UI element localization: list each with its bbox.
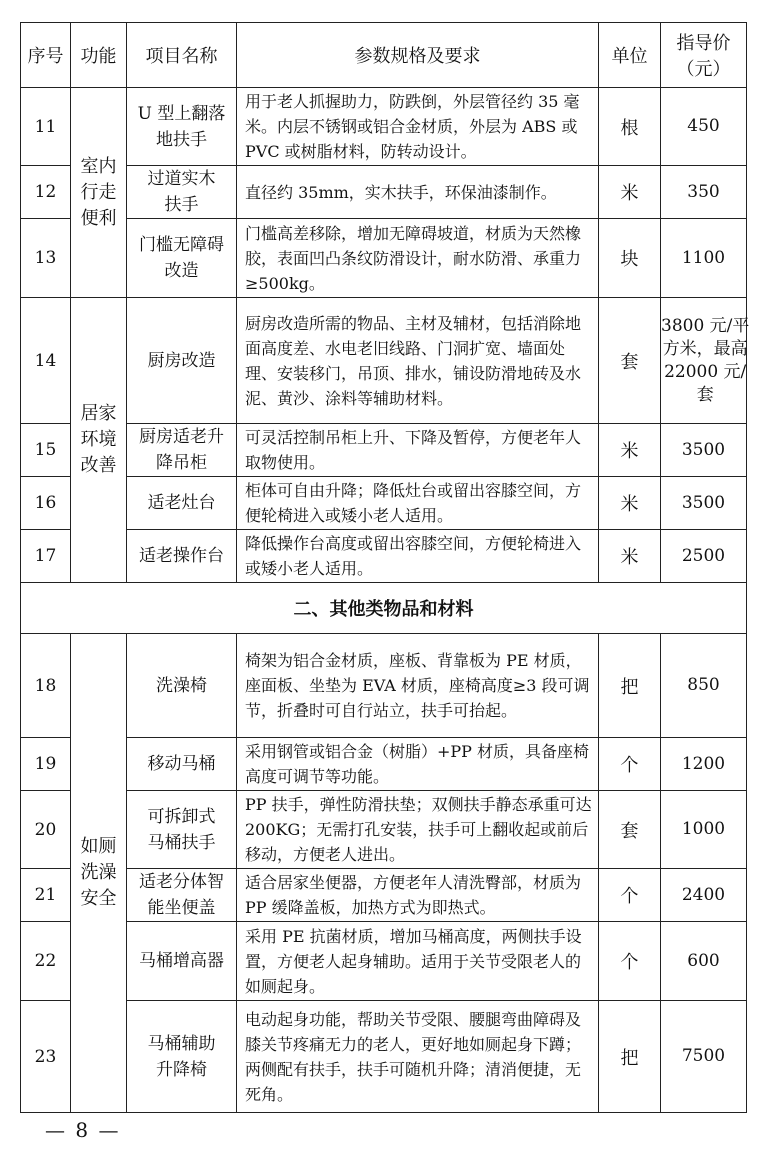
row-spec: 柜体可自由升降；降低灶台或留出容膝空间，方便轮椅进入或矮小老人适用。 bbox=[237, 477, 599, 530]
row-no: 16 bbox=[21, 477, 71, 530]
row-unit: 米 bbox=[599, 530, 661, 583]
table-row bbox=[21, 1001, 747, 1113]
row-spec: 采用钢管或铝合金（树脂）+PP 材质，具备座椅高度可调节等功能。 bbox=[237, 738, 599, 791]
row-spec: 降低操作台高度或留出容膝空间，方便轮椅进入或矮小老人适用。 bbox=[237, 530, 599, 583]
function-group-toilet: 如厕洗澡安全 bbox=[71, 634, 127, 1113]
row-spec: 直径约 35mm，实木扶手，环保油漆制作。 bbox=[237, 166, 599, 219]
row-no: 20 bbox=[21, 791, 71, 869]
row-name: 适老操作台 bbox=[127, 530, 237, 583]
row-no: 18 bbox=[21, 634, 71, 738]
row-name: U 型上翻落地扶手 bbox=[127, 88, 237, 166]
row-price: 850 bbox=[661, 634, 747, 738]
row-unit: 米 bbox=[599, 477, 661, 530]
table-row bbox=[21, 219, 747, 298]
row-price: 450 bbox=[661, 88, 747, 166]
table-row bbox=[21, 88, 747, 166]
row-name: 马桶辅助升降椅 bbox=[127, 1001, 237, 1113]
table-row bbox=[21, 791, 747, 869]
row-name: 厨房改造 bbox=[127, 298, 237, 424]
table-row bbox=[21, 530, 747, 583]
row-price: 1200 bbox=[661, 738, 747, 791]
row-spec: 适合居家坐便器，方便老年人清洗臀部，材质为 PP 缓降盖板，加热方式为即热式。 bbox=[237, 869, 599, 922]
section-row bbox=[21, 583, 747, 634]
row-spec: 电动起身功能，帮助关节受限、腰腿弯曲障碍及膝关节疼痛无力的老人，更好地如厕起身下蹲；两侧配有扶手，扶手可随机升降；清消便捷，无死角。 bbox=[237, 1001, 599, 1113]
table-row bbox=[21, 922, 747, 1001]
row-no: 13 bbox=[21, 219, 71, 298]
row-price: 1000 bbox=[661, 791, 747, 869]
row-unit: 米 bbox=[599, 166, 661, 219]
row-price: 1100 bbox=[661, 219, 747, 298]
row-name: 移动马桶 bbox=[127, 738, 237, 791]
page-number: — 8 — bbox=[45, 1118, 121, 1142]
header-unit: 单位 bbox=[599, 23, 661, 88]
row-spec: PP 扶手，弹性防滑扶垫；双侧扶手静态承重可达 200KG；无需打孔安装，扶手可上翻收起或前后移动，方便老人进出。 bbox=[237, 791, 599, 869]
row-spec: 用于老人抓握助力，防跌倒，外层管径约 35 毫米。内层不锈钢或铝合金材质，外层为 ABS 或 PVC 或树脂材料，防转动设计。 bbox=[237, 88, 599, 166]
header-function: 功能 bbox=[71, 23, 127, 88]
row-price: 3800 元/平方米，最高 22000 元/套 bbox=[661, 298, 747, 424]
row-no: 15 bbox=[21, 424, 71, 477]
row-name: 适老分体智能坐便盖 bbox=[127, 869, 237, 922]
row-unit: 个 bbox=[599, 738, 661, 791]
row-no: 17 bbox=[21, 530, 71, 583]
row-spec: 椅架为铝合金材质，座板、背靠板为 PE 材质，座面板、坐垫为 EVA 材质，座椅高度≥3 段可调节，折叠时可自行站立，扶手可抬起。 bbox=[237, 634, 599, 738]
row-unit: 个 bbox=[599, 869, 661, 922]
row-name: 可拆卸式马桶扶手 bbox=[127, 791, 237, 869]
row-name: 适老灶台 bbox=[127, 477, 237, 530]
row-no: 12 bbox=[21, 166, 71, 219]
row-unit: 把 bbox=[599, 1001, 661, 1113]
header-spec: 参数规格及要求 bbox=[237, 23, 599, 88]
row-price: 7500 bbox=[661, 1001, 747, 1113]
row-name: 门槛无障碍改造 bbox=[127, 219, 237, 298]
row-no: 21 bbox=[21, 869, 71, 922]
table-row bbox=[21, 477, 747, 530]
row-no: 11 bbox=[21, 88, 71, 166]
header-price: 指导价（元） bbox=[661, 23, 747, 88]
table-row bbox=[21, 166, 747, 219]
table-header-row bbox=[21, 23, 747, 88]
function-group-indoor: 室内行走便利 bbox=[71, 88, 127, 298]
function-group-home: 居家环境改善 bbox=[71, 298, 127, 583]
header-no: 序号 bbox=[21, 23, 71, 88]
table-row bbox=[21, 738, 747, 791]
table-row bbox=[21, 298, 747, 424]
row-unit: 套 bbox=[599, 791, 661, 869]
row-unit: 套 bbox=[599, 298, 661, 424]
row-unit: 根 bbox=[599, 88, 661, 166]
row-price: 600 bbox=[661, 922, 747, 1001]
row-price: 3500 bbox=[661, 477, 747, 530]
section-title: 二、其他类物品和材料 bbox=[21, 583, 747, 634]
row-price: 350 bbox=[661, 166, 747, 219]
row-no: 19 bbox=[21, 738, 71, 791]
row-name: 厨房适老升降吊柜 bbox=[127, 424, 237, 477]
header-name: 项目名称 bbox=[127, 23, 237, 88]
table-row bbox=[21, 869, 747, 922]
row-unit: 米 bbox=[599, 424, 661, 477]
row-unit: 个 bbox=[599, 922, 661, 1001]
row-name: 马桶增高器 bbox=[127, 922, 237, 1001]
row-unit: 把 bbox=[599, 634, 661, 738]
guide-price-table bbox=[20, 22, 750, 1113]
row-name: 过道实木扶手 bbox=[127, 166, 237, 219]
row-spec: 门槛高差移除，增加无障碍坡道，材质为天然橡胶，表面凹凸条纹防滑设计，耐水防滑、承重力≥500kg。 bbox=[237, 219, 599, 298]
row-price: 2500 bbox=[661, 530, 747, 583]
table-row bbox=[21, 424, 747, 477]
table-row bbox=[21, 634, 747, 738]
row-spec: 厨房改造所需的物品、主材及辅材，包括消除地面高度差、水电老旧线路、门洞扩宽、墙面处理、安装移门，吊顶、排水，铺设防滑地砖及水泥、黄沙、涂料等辅助材料。 bbox=[237, 298, 599, 424]
row-spec: 采用 PE 抗菌材质，增加马桶高度，两侧扶手设置，方便老人起身辅助。适用于关节受限老人的如厕起身。 bbox=[237, 922, 599, 1001]
row-no: 14 bbox=[21, 298, 71, 424]
row-price: 3500 bbox=[661, 424, 747, 477]
row-unit: 块 bbox=[599, 219, 661, 298]
row-price: 2400 bbox=[661, 869, 747, 922]
row-no: 22 bbox=[21, 922, 71, 1001]
row-no: 23 bbox=[21, 1001, 71, 1113]
row-name: 洗澡椅 bbox=[127, 634, 237, 738]
row-spec: 可灵活控制吊柜上升、下降及暂停，方便老年人取物使用。 bbox=[237, 424, 599, 477]
